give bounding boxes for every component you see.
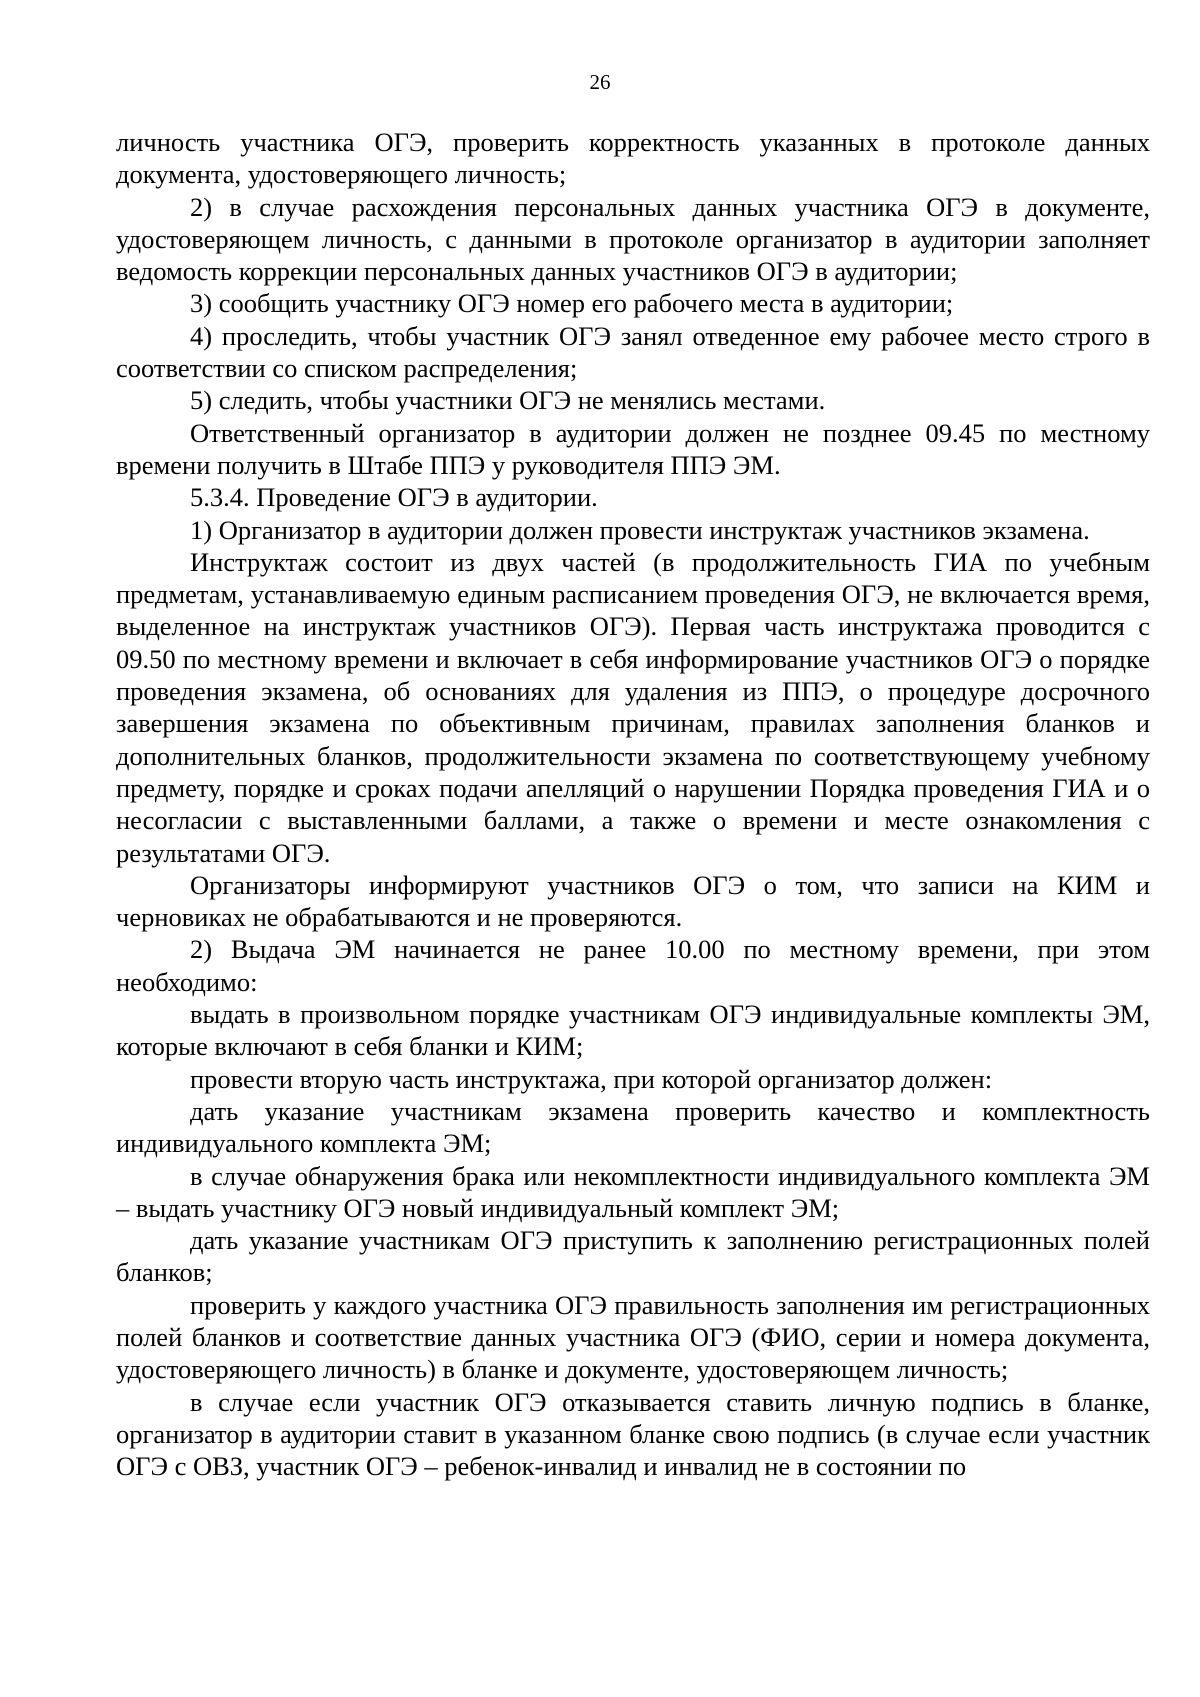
paragraph-item-3-seat-number: 3) сообщить участнику ОГЭ номер его рабочего места в аудитории; [190, 288, 954, 319]
paragraph-fill-registration: дать указание участникам ОГЭ приступить к заполнению регистрационных полей бланков; [116, 1225, 1150, 1288]
page-number: 26 [589, 70, 611, 94]
paragraph-defect-replacement: в случае обнаружения брака или некомплектности индивидуального комплекта ЭМ – выдать участнику ОГЭ новый индивидуальный комплект ЭМ; [116, 1160, 1150, 1223]
document-body [116, 126, 1150, 1482]
paragraph-signature-refusal: в случае если участник ОГЭ отказывается ставить личную подпись в бланке, организатор в аудитории ставит в указанном бланке свою подпись (в случае если участник ОГЭ с ОВЗ, участник ОГЭ – ребенок-инвалид и инвалид не в состоянии по [116, 1386, 1150, 1482]
paragraph-check-kit-quality: дать указание участникам экзамена проверить качество и комплектность индивидуального комплекта ЭМ; [116, 1095, 1150, 1159]
paragraph-item-2-data-mismatch: 2) в случае расхождения персональных данных участника ОГЭ в документе, удостоверяющем личность, с данными в протоколе организатор в аудитории заполняет ведомость коррекции персональных данных участников ОГЭ в аудитории; [116, 191, 1150, 287]
section-heading-5-3-4: 5.3.4. Проведение ОГЭ в аудитории. [190, 482, 598, 513]
paragraph-item-2-em-distribution: 2) Выдача ЭМ начинается не ранее 10.00 по местному времени, при этом необходимо: [116, 934, 1150, 997]
paragraph-identity-check-continued: личность участника ОГЭ, проверить корректность указанных в протоколе данных документа, удостоверяющего личность; [116, 127, 1150, 190]
paragraph-responsible-organizer: Ответственный организатор в аудитории должен не позднее 09.45 по местному времени получить в Штабе ППЭ у руководителя ППЭ ЭМ. [116, 417, 1150, 480]
paragraph-briefing-parts: Инструктаж состоит из двух частей (в продолжительность ГИА по учебным предметам, устанавливаемую единым расписанием проведения ОГЭ, не включается время, выделенное на инструктаж участников ОГЭ). Первая часть инструктажа проводится с 09.50 по местному времени и включает в себя информирование участников ОГЭ о порядке проведения экзамена, об основаниях для удаления из ППЭ, о процедуре досрочного завершения экзамена по объективным причинам, правилах заполнения бланков и дополнительных бланков, продолжительности экзамена по соответствующему учебному предмету, порядке и сроках подачи апелляций о нарушении Порядка проведения ГИА и о несогласии с выставленными баллами, а также о времени и месте ознакомления с результатами ОГЭ. [116, 546, 1150, 868]
paragraph-item-5-no-seat-change: 5) следить, чтобы участники ОГЭ не менялись местами. [190, 385, 826, 416]
paragraph-kim-drafts-notice: Организаторы информируют участников ОГЭ о том, что записи на КИМ и черновиках не обрабатываются и не проверяются. [116, 869, 1150, 933]
paragraph-verify-registration: проверить у каждого участника ОГЭ правильность заполнения им регистрационных полей бланков и соответствие данных участника ОГЭ (ФИО, серии и номера документа, удостоверяющего личность) в бланке и документе, удостоверяющем личность; [116, 1289, 1150, 1385]
paragraph-briefing-item-1: 1) Организатор в аудитории должен провести инструктаж участников экзамена. [190, 514, 1090, 545]
paragraph-second-briefing: провести вторую часть инструктажа, при которой организатор должен: [190, 1063, 993, 1094]
paragraph-issue-kits: выдать в произвольном порядке участникам ОГЭ индивидуальные комплекты ЭМ, которые включают в себя бланки и КИМ; [116, 999, 1150, 1062]
paragraph-item-4-seat-assignment: 4) проследить, чтобы участник ОГЭ занял отведенное ему рабочее место строго в соответствии со списком распределения; [116, 320, 1150, 384]
